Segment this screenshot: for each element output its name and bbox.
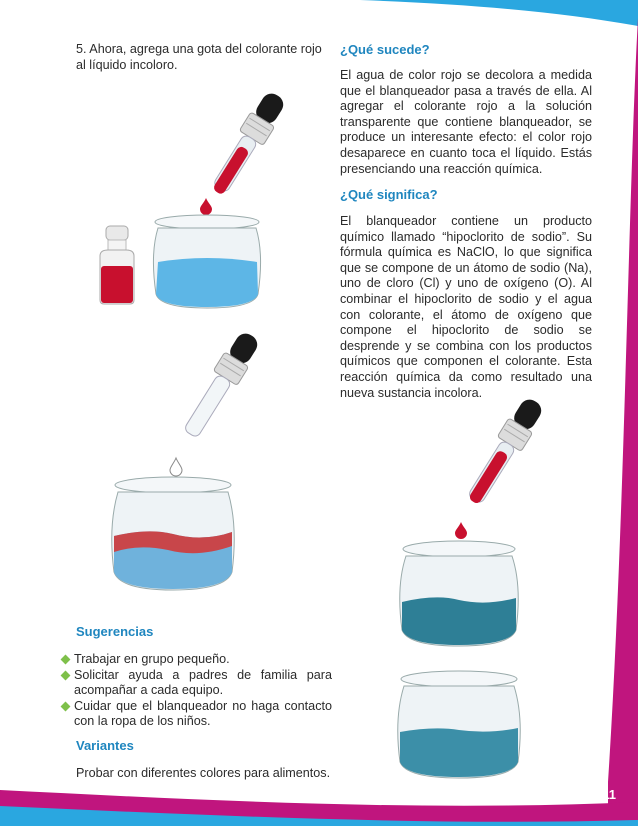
red-dropper-illustration bbox=[190, 86, 300, 216]
jar-blue-water bbox=[150, 214, 264, 310]
que-significa-body: El blanqueador contiene un producto químico llamado “hipoclorito de sodio”. Su fórmula química es NaClO, lo que significa que se compone de un átomo de sodio (Na), uno de cloro (Cl) y uno de oxígeno (O). Al combinar el hipoclorito de sodio y el agua con colorante, el átomo de oxígeno que compone el hipoclorito de sodio se desprende y se combina con los productos químicos que componen el colorante. Esta reacción química da como resultado una nueva sustancia incolora. bbox=[340, 214, 592, 400]
jar-teal-water-2 bbox=[394, 670, 524, 780]
que-sucede-body: El agua de color rojo se decolora a medida que el blanqueador pasa a través de ella. Al agregar el colorante rojo a la solución transparente que contiene blanqueador, se produce un interesante efecto: el color rojo desaparece en cuanto toca el líquido. Estás presenciando una reacción química. bbox=[340, 68, 592, 176]
clear-drop-icon bbox=[168, 458, 184, 476]
red-drop-icon bbox=[198, 198, 214, 214]
que-significa-heading: ¿Qué significa? bbox=[340, 187, 438, 202]
page-number: 11 bbox=[602, 787, 616, 802]
jar-teal-water bbox=[396, 540, 522, 648]
sugerencia-item: Cuidar que el blanqueador no haga contacto con la ropa de los niños. bbox=[62, 699, 332, 730]
sugerencias-list bbox=[62, 652, 332, 730]
empty-dropper-illustration bbox=[164, 326, 274, 456]
red-drop-icon-right bbox=[453, 522, 469, 538]
variantes-body: Probar con diferentes colores para alimentos. bbox=[76, 766, 331, 780]
diamond-bullet-icon bbox=[61, 655, 71, 665]
diamond-bullet-icon bbox=[61, 701, 71, 711]
sugerencia-item: Trabajar en grupo pequeño. bbox=[62, 652, 332, 668]
step-5-text: 5. Ahora, agrega una gota del colorante rojo al líquido incoloro. bbox=[76, 42, 322, 72]
que-sucede-heading: ¿Qué sucede? bbox=[340, 42, 430, 57]
red-dye-bottle bbox=[94, 226, 140, 306]
red-dropper-illustration-right bbox=[448, 392, 558, 522]
variantes-heading: Variantes bbox=[76, 738, 134, 753]
sugerencias-heading: Sugerencias bbox=[76, 624, 154, 639]
diamond-bullet-icon bbox=[61, 670, 71, 680]
sugerencia-item: Solicitar ayuda a padres de familia para acompañar a cada equipo. bbox=[62, 668, 332, 699]
jar-red-blue-water bbox=[108, 476, 238, 592]
